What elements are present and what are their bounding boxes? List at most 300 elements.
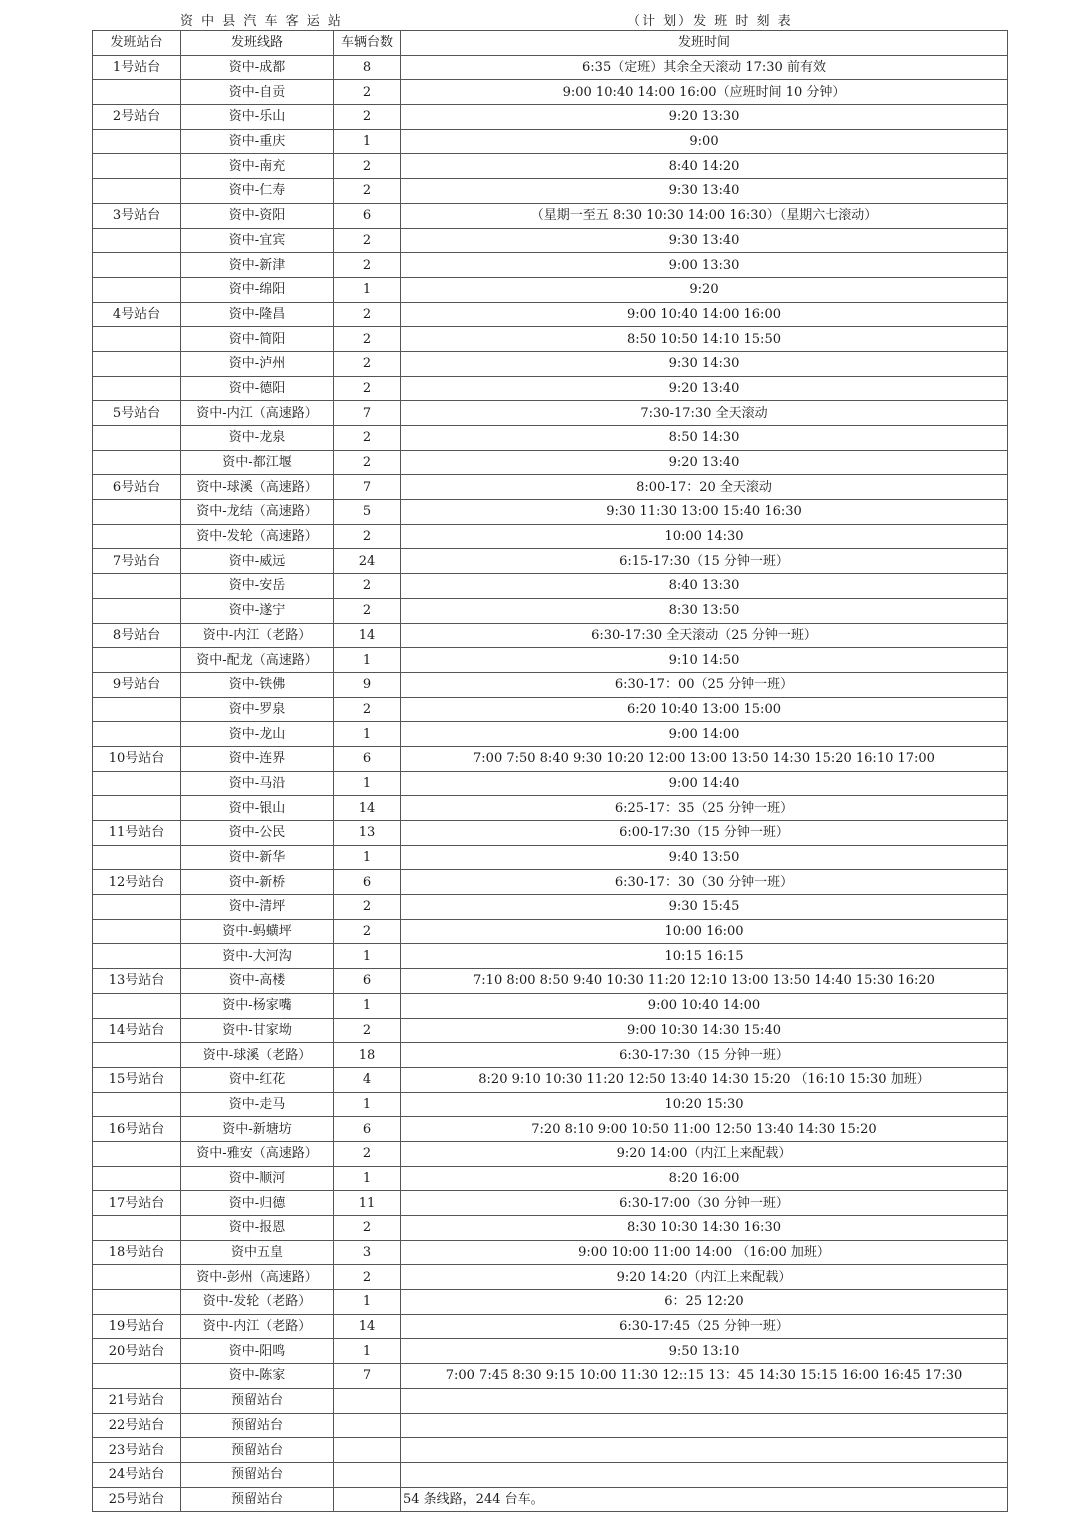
vehicle-count-cell: 6 bbox=[334, 746, 401, 771]
platform-cell: 25号站台 bbox=[93, 1487, 181, 1512]
table-row bbox=[93, 969, 1008, 994]
table-row bbox=[93, 1388, 1008, 1413]
departure-times-cell: 7:00 7:45 8:30 9:15 10:00 11:30 12::15 13：45 14:30 15:15 16:00 16:45 17:30 bbox=[401, 1364, 1008, 1389]
route-cell: 资中-清坪 bbox=[181, 895, 334, 920]
route-cell: 资中-阳鸣 bbox=[181, 1339, 334, 1364]
platform-cell bbox=[93, 919, 181, 944]
departure-times-cell bbox=[401, 1388, 1008, 1413]
departure-times-cell: 6:15-17:30（15 分钟一班） bbox=[401, 549, 1008, 574]
platform-cell bbox=[93, 1216, 181, 1241]
vehicle-count-cell: 2 bbox=[334, 80, 401, 105]
vehicle-count-cell: 1 bbox=[334, 1339, 401, 1364]
vehicle-count-cell: 2 bbox=[334, 450, 401, 475]
vehicle-count-cell: 1 bbox=[334, 1092, 401, 1117]
platform-cell: 5号站台 bbox=[93, 401, 181, 426]
departure-times-cell: 10:20 15:30 bbox=[401, 1092, 1008, 1117]
departure-times-cell: 10:15 16:15 bbox=[401, 944, 1008, 969]
departure-times-cell: 9:00 10:40 14:00 16:00 bbox=[401, 302, 1008, 327]
vehicle-count-cell: 2 bbox=[334, 895, 401, 920]
platform-cell: 24号站台 bbox=[93, 1462, 181, 1487]
departure-times-cell: 8:00-17：20 全天滚动 bbox=[401, 475, 1008, 500]
route-cell: 资中-遂宁 bbox=[181, 598, 334, 623]
table-row bbox=[93, 993, 1008, 1018]
departure-times-cell: 7:20 8:10 9:00 10:50 11:00 12:50 13:40 14:30 15:20 bbox=[401, 1117, 1008, 1142]
departure-times-cell: 6:30-17:30（15 分钟一班） bbox=[401, 1043, 1008, 1068]
departure-times-cell: 9:20 bbox=[401, 277, 1008, 302]
table-row bbox=[93, 524, 1008, 549]
departure-times-cell: 9:30 14:30 bbox=[401, 351, 1008, 376]
platform-cell bbox=[93, 500, 181, 525]
vehicle-count-cell: 2 bbox=[334, 1141, 401, 1166]
platform-cell: 2号站台 bbox=[93, 105, 181, 130]
route-cell: 资中-新华 bbox=[181, 845, 334, 870]
vehicle-count-cell: 4 bbox=[334, 1067, 401, 1092]
platform-cell bbox=[93, 1141, 181, 1166]
table-body bbox=[93, 55, 1008, 1512]
route-cell: 资中-连界 bbox=[181, 746, 334, 771]
column-header-vehicle-count: 车辆台数 bbox=[334, 31, 401, 56]
table-row bbox=[93, 1462, 1008, 1487]
departure-times-cell: 9:00 10:00 11:00 14:00 （16:00 加班） bbox=[401, 1240, 1008, 1265]
route-cell: 资中-龙山 bbox=[181, 722, 334, 747]
platform-cell bbox=[93, 895, 181, 920]
table-row bbox=[93, 1117, 1008, 1142]
route-cell: 资中-南充 bbox=[181, 154, 334, 179]
departure-times-cell: 7:30-17:30 全天滚动 bbox=[401, 401, 1008, 426]
departure-times-cell: 6:30-17：00（25 分钟一班） bbox=[401, 672, 1008, 697]
vehicle-count-cell: 1 bbox=[334, 722, 401, 747]
departure-times-cell: 9:30 15:45 bbox=[401, 895, 1008, 920]
departure-times-cell: 9:30 13:40 bbox=[401, 179, 1008, 204]
departure-times-cell: 9:30 13:40 bbox=[401, 228, 1008, 253]
table-row bbox=[93, 549, 1008, 574]
route-cell: 预留站台 bbox=[181, 1487, 334, 1512]
route-cell: 资中-德阳 bbox=[181, 376, 334, 401]
vehicle-count-cell: 2 bbox=[334, 351, 401, 376]
table-row bbox=[93, 1339, 1008, 1364]
vehicle-count-cell: 1 bbox=[334, 845, 401, 870]
table-row bbox=[93, 1216, 1008, 1241]
platform-cell: 19号站台 bbox=[93, 1314, 181, 1339]
platform-cell: 11号站台 bbox=[93, 821, 181, 846]
platform-cell: 22号站台 bbox=[93, 1413, 181, 1438]
table-row bbox=[93, 1413, 1008, 1438]
departure-times-cell: 9:40 13:50 bbox=[401, 845, 1008, 870]
table-row bbox=[93, 1018, 1008, 1043]
platform-cell bbox=[93, 154, 181, 179]
departure-times-cell: 9:00 10:40 14:00 bbox=[401, 993, 1008, 1018]
schedule-title: （计 划）发 班 时 刻 表 bbox=[627, 14, 793, 29]
route-cell: 预留站台 bbox=[181, 1438, 334, 1463]
platform-cell: 6号站台 bbox=[93, 475, 181, 500]
vehicle-count-cell: 1 bbox=[334, 648, 401, 673]
table-row bbox=[93, 1043, 1008, 1068]
table-row bbox=[93, 722, 1008, 747]
departure-times-cell: 9:00 13:30 bbox=[401, 253, 1008, 278]
platform-cell: 10号站台 bbox=[93, 746, 181, 771]
route-cell: 资中-马沿 bbox=[181, 771, 334, 796]
table-row bbox=[93, 895, 1008, 920]
platform-cell: 23号站台 bbox=[93, 1438, 181, 1463]
route-cell: 资中-配龙（高速路） bbox=[181, 648, 334, 673]
route-cell: 资中-顺河 bbox=[181, 1166, 334, 1191]
route-cell: 资中-铁佛 bbox=[181, 672, 334, 697]
platform-cell bbox=[93, 1043, 181, 1068]
departure-times-cell: 8:20 16:00 bbox=[401, 1166, 1008, 1191]
vehicle-count-cell: 18 bbox=[334, 1043, 401, 1068]
route-cell: 资中-银山 bbox=[181, 796, 334, 821]
table-row bbox=[93, 1265, 1008, 1290]
platform-cell bbox=[93, 1265, 181, 1290]
route-cell: 资中-报恩 bbox=[181, 1216, 334, 1241]
route-cell: 资中-球溪（老路） bbox=[181, 1043, 334, 1068]
departure-times-cell: 6:30-17:45（25 分钟一班） bbox=[401, 1314, 1008, 1339]
table-row bbox=[93, 1487, 1008, 1512]
platform-cell: 13号站台 bbox=[93, 969, 181, 994]
platform-cell bbox=[93, 376, 181, 401]
platform-cell bbox=[93, 179, 181, 204]
vehicle-count-cell: 1 bbox=[334, 993, 401, 1018]
route-cell: 资中-乐山 bbox=[181, 105, 334, 130]
route-cell: 资中-自贡 bbox=[181, 80, 334, 105]
departure-times-cell: 9:20 13:40 bbox=[401, 450, 1008, 475]
platform-cell bbox=[93, 450, 181, 475]
departure-times-cell: 8:50 14:30 bbox=[401, 426, 1008, 451]
departure-times-cell: 6：25 12:20 bbox=[401, 1290, 1008, 1315]
vehicle-count-cell: 11 bbox=[334, 1191, 401, 1216]
departure-times-cell: 54 条线路，244 台车。 bbox=[401, 1487, 1008, 1512]
departure-times-cell: 6:30-17:30 全天滚动（25 分钟一班） bbox=[401, 623, 1008, 648]
platform-cell bbox=[93, 1166, 181, 1191]
route-cell: 资中-走马 bbox=[181, 1092, 334, 1117]
route-cell: 预留站台 bbox=[181, 1388, 334, 1413]
table-row bbox=[93, 154, 1008, 179]
route-cell: 资中-泸州 bbox=[181, 351, 334, 376]
platform-cell: 7号站台 bbox=[93, 549, 181, 574]
departure-times-cell: （星期一至五 8:30 10:30 14:00 16:30）（星期六七滚动） bbox=[401, 203, 1008, 228]
platform-cell bbox=[93, 351, 181, 376]
table-row bbox=[93, 500, 1008, 525]
vehicle-count-cell: 6 bbox=[334, 203, 401, 228]
vehicle-count-cell: 3 bbox=[334, 1240, 401, 1265]
table-row bbox=[93, 203, 1008, 228]
vehicle-count-cell: 2 bbox=[334, 105, 401, 130]
vehicle-count-cell: 2 bbox=[334, 574, 401, 599]
route-cell: 资中-龙结（高速路） bbox=[181, 500, 334, 525]
vehicle-count-cell: 1 bbox=[334, 129, 401, 154]
schedule-table bbox=[92, 30, 1008, 1512]
table-row bbox=[93, 55, 1008, 80]
departure-times-cell: 8:40 13:30 bbox=[401, 574, 1008, 599]
table-row bbox=[93, 944, 1008, 969]
route-cell: 资中五皇 bbox=[181, 1240, 334, 1265]
departure-times-cell: 8:50 10:50 14:10 15:50 bbox=[401, 327, 1008, 352]
platform-cell bbox=[93, 129, 181, 154]
table-row bbox=[93, 574, 1008, 599]
route-cell: 资中-蚂蟥坪 bbox=[181, 919, 334, 944]
route-cell: 资中-甘家坳 bbox=[181, 1018, 334, 1043]
departure-times-cell: 10:00 14:30 bbox=[401, 524, 1008, 549]
vehicle-count-cell: 2 bbox=[334, 1018, 401, 1043]
vehicle-count-cell: 2 bbox=[334, 228, 401, 253]
platform-cell bbox=[93, 253, 181, 278]
table-row bbox=[93, 80, 1008, 105]
table-row bbox=[93, 1314, 1008, 1339]
departure-times-cell: 8:40 14:20 bbox=[401, 154, 1008, 179]
table-row bbox=[93, 351, 1008, 376]
vehicle-count-cell: 2 bbox=[334, 1265, 401, 1290]
route-cell: 资中-公民 bbox=[181, 821, 334, 846]
table-row bbox=[93, 1092, 1008, 1117]
route-cell: 资中-归德 bbox=[181, 1191, 334, 1216]
platform-cell: 12号站台 bbox=[93, 870, 181, 895]
departure-times-cell: 9:20 13:40 bbox=[401, 376, 1008, 401]
departure-times-cell: 6:20 10:40 13:00 15:00 bbox=[401, 697, 1008, 722]
table-row bbox=[93, 228, 1008, 253]
platform-cell: 21号站台 bbox=[93, 1388, 181, 1413]
departure-times-cell: 9:10 14:50 bbox=[401, 648, 1008, 673]
table-row bbox=[93, 648, 1008, 673]
vehicle-count-cell bbox=[334, 1413, 401, 1438]
table-row bbox=[93, 327, 1008, 352]
departure-times-cell: 8:20 9:10 10:30 11:20 12:50 13:40 14:30 15:20 （16:10 15:30 加班） bbox=[401, 1067, 1008, 1092]
vehicle-count-cell: 14 bbox=[334, 796, 401, 821]
route-cell: 资中-球溪（高速路） bbox=[181, 475, 334, 500]
departure-times-cell bbox=[401, 1413, 1008, 1438]
table-row bbox=[93, 1240, 1008, 1265]
table-row bbox=[93, 129, 1008, 154]
vehicle-count-cell: 7 bbox=[334, 475, 401, 500]
platform-cell: 4号站台 bbox=[93, 302, 181, 327]
route-cell: 资中-彭州（高速路） bbox=[181, 1265, 334, 1290]
route-cell: 资中-重庆 bbox=[181, 129, 334, 154]
platform-cell bbox=[93, 524, 181, 549]
platform-cell: 3号站台 bbox=[93, 203, 181, 228]
platform-cell: 20号站台 bbox=[93, 1339, 181, 1364]
platform-cell bbox=[93, 1092, 181, 1117]
platform-cell bbox=[93, 1290, 181, 1315]
departure-times-cell: 9:00 14:00 bbox=[401, 722, 1008, 747]
platform-cell bbox=[93, 697, 181, 722]
table-row bbox=[93, 697, 1008, 722]
departure-times-cell: 10:00 16:00 bbox=[401, 919, 1008, 944]
table-row bbox=[93, 376, 1008, 401]
departure-times-cell: 9:00 bbox=[401, 129, 1008, 154]
table-row bbox=[93, 426, 1008, 451]
route-cell: 资中-威远 bbox=[181, 549, 334, 574]
vehicle-count-cell bbox=[334, 1388, 401, 1413]
vehicle-count-cell: 2 bbox=[334, 327, 401, 352]
vehicle-count-cell: 6 bbox=[334, 1117, 401, 1142]
departure-times-cell bbox=[401, 1462, 1008, 1487]
vehicle-count-cell: 2 bbox=[334, 426, 401, 451]
route-cell: 资中-成都 bbox=[181, 55, 334, 80]
route-cell: 资中-资阳 bbox=[181, 203, 334, 228]
table-row bbox=[93, 302, 1008, 327]
departure-times-cell: 6:30-17：30（30 分钟一班） bbox=[401, 870, 1008, 895]
table-row bbox=[93, 1438, 1008, 1463]
platform-cell bbox=[93, 771, 181, 796]
platform-cell bbox=[93, 845, 181, 870]
route-cell: 资中-雅安（高速路） bbox=[181, 1141, 334, 1166]
column-header-departure-times: 发班时间 bbox=[401, 31, 1008, 56]
table-row bbox=[93, 796, 1008, 821]
vehicle-count-cell bbox=[334, 1438, 401, 1463]
table-row bbox=[93, 179, 1008, 204]
column-header-route: 发班线路 bbox=[181, 31, 334, 56]
vehicle-count-cell: 1 bbox=[334, 771, 401, 796]
table-row bbox=[93, 821, 1008, 846]
table-row bbox=[93, 1141, 1008, 1166]
route-cell: 资中-新塘坊 bbox=[181, 1117, 334, 1142]
platform-cell: 15号站台 bbox=[93, 1067, 181, 1092]
table-row bbox=[93, 771, 1008, 796]
vehicle-count-cell: 6 bbox=[334, 969, 401, 994]
table-row bbox=[93, 105, 1008, 130]
table-row bbox=[93, 1290, 1008, 1315]
departure-times-cell: 6:00-17:30（15 分钟一班） bbox=[401, 821, 1008, 846]
route-cell: 资中-高楼 bbox=[181, 969, 334, 994]
platform-cell bbox=[93, 993, 181, 1018]
table-row bbox=[93, 1067, 1008, 1092]
vehicle-count-cell: 6 bbox=[334, 870, 401, 895]
route-cell: 资中-新桥 bbox=[181, 870, 334, 895]
vehicle-count-cell: 1 bbox=[334, 1166, 401, 1191]
route-cell: 预留站台 bbox=[181, 1462, 334, 1487]
platform-cell bbox=[93, 574, 181, 599]
platform-cell: 18号站台 bbox=[93, 1240, 181, 1265]
vehicle-count-cell: 2 bbox=[334, 179, 401, 204]
platform-cell bbox=[93, 426, 181, 451]
departure-times-cell bbox=[401, 1438, 1008, 1463]
vehicle-count-cell: 7 bbox=[334, 1364, 401, 1389]
vehicle-count-cell: 24 bbox=[334, 549, 401, 574]
route-cell: 资中-罗泉 bbox=[181, 697, 334, 722]
route-cell: 资中-内江（高速路） bbox=[181, 401, 334, 426]
vehicle-count-cell: 2 bbox=[334, 376, 401, 401]
vehicle-count-cell: 7 bbox=[334, 401, 401, 426]
vehicle-count-cell: 2 bbox=[334, 1216, 401, 1241]
vehicle-count-cell: 14 bbox=[334, 623, 401, 648]
departure-times-cell: 9:20 13:30 bbox=[401, 105, 1008, 130]
vehicle-count-cell: 5 bbox=[334, 500, 401, 525]
departure-times-cell: 9:00 10:40 14:00 16:00（应班时间 10 分钟） bbox=[401, 80, 1008, 105]
vehicle-count-cell: 1 bbox=[334, 944, 401, 969]
platform-cell bbox=[93, 80, 181, 105]
vehicle-count-cell: 2 bbox=[334, 919, 401, 944]
departure-times-cell: 9:20 14:00（内江上来配载） bbox=[401, 1141, 1008, 1166]
platform-cell bbox=[93, 796, 181, 821]
table-row bbox=[93, 1166, 1008, 1191]
page-header bbox=[0, 6, 1071, 28]
route-cell: 预留站台 bbox=[181, 1413, 334, 1438]
route-cell: 资中-新津 bbox=[181, 253, 334, 278]
table-row bbox=[93, 919, 1008, 944]
departure-times-cell: 9:00 10:30 14:30 15:40 bbox=[401, 1018, 1008, 1043]
vehicle-count-cell: 2 bbox=[334, 697, 401, 722]
table-row bbox=[93, 746, 1008, 771]
vehicle-count-cell: 8 bbox=[334, 55, 401, 80]
departure-times-cell: 6:25-17：35（25 分钟一班） bbox=[401, 796, 1008, 821]
departure-times-cell: 9:20 14:20（内江上来配载） bbox=[401, 1265, 1008, 1290]
platform-cell bbox=[93, 1364, 181, 1389]
vehicle-count-cell bbox=[334, 1462, 401, 1487]
route-cell: 资中-简阳 bbox=[181, 327, 334, 352]
route-cell: 资中-大河沟 bbox=[181, 944, 334, 969]
vehicle-count-cell: 2 bbox=[334, 302, 401, 327]
table-row bbox=[93, 623, 1008, 648]
table-header-row bbox=[93, 31, 1008, 56]
vehicle-count-cell: 2 bbox=[334, 524, 401, 549]
platform-cell bbox=[93, 277, 181, 302]
departure-times-cell: 7:00 7:50 8:40 9:30 10:20 12:00 13:00 13:50 14:30 15:20 16:10 17:00 bbox=[401, 746, 1008, 771]
route-cell: 资中-安岳 bbox=[181, 574, 334, 599]
vehicle-count-cell: 2 bbox=[334, 154, 401, 179]
platform-cell bbox=[93, 598, 181, 623]
departure-times-cell: 7:10 8:00 8:50 9:40 10:30 11:20 12:10 13:00 13:50 14:40 15:30 16:20 bbox=[401, 969, 1008, 994]
route-cell: 资中-发轮（老路） bbox=[181, 1290, 334, 1315]
vehicle-count-cell: 9 bbox=[334, 672, 401, 697]
departure-times-cell: 9:50 13:10 bbox=[401, 1339, 1008, 1364]
table-row bbox=[93, 672, 1008, 697]
platform-cell: 16号站台 bbox=[93, 1117, 181, 1142]
station-title: 资 中 县 汽 车 客 运 站 bbox=[180, 14, 343, 29]
table-row bbox=[93, 475, 1008, 500]
route-cell: 资中-宜宾 bbox=[181, 228, 334, 253]
vehicle-count-cell: 14 bbox=[334, 1314, 401, 1339]
table-row bbox=[93, 870, 1008, 895]
table-row bbox=[93, 450, 1008, 475]
platform-cell bbox=[93, 722, 181, 747]
platform-cell: 8号站台 bbox=[93, 623, 181, 648]
departure-times-cell: 9:00 14:40 bbox=[401, 771, 1008, 796]
departure-times-cell: 8:30 10:30 14:30 16:30 bbox=[401, 1216, 1008, 1241]
platform-cell: 14号站台 bbox=[93, 1018, 181, 1043]
route-cell: 资中-仁寿 bbox=[181, 179, 334, 204]
route-cell: 资中-发轮（高速路） bbox=[181, 524, 334, 549]
vehicle-count-cell bbox=[334, 1487, 401, 1512]
departure-times-cell: 6:35（定班）其余全天滚动 17:30 前有效 bbox=[401, 55, 1008, 80]
platform-cell: 9号站台 bbox=[93, 672, 181, 697]
vehicle-count-cell: 13 bbox=[334, 821, 401, 846]
column-header-platform: 发班站台 bbox=[93, 31, 181, 56]
route-cell: 资中-内江（老路） bbox=[181, 1314, 334, 1339]
table-row bbox=[93, 253, 1008, 278]
route-cell: 资中-杨家嘴 bbox=[181, 993, 334, 1018]
vehicle-count-cell: 2 bbox=[334, 253, 401, 278]
route-cell: 资中-绵阳 bbox=[181, 277, 334, 302]
table-row bbox=[93, 1191, 1008, 1216]
route-cell: 资中-陈家 bbox=[181, 1364, 334, 1389]
table-row bbox=[93, 1364, 1008, 1389]
vehicle-count-cell: 2 bbox=[334, 598, 401, 623]
departure-times-cell: 8:30 13:50 bbox=[401, 598, 1008, 623]
platform-cell bbox=[93, 327, 181, 352]
platform-cell bbox=[93, 944, 181, 969]
route-cell: 资中-龙泉 bbox=[181, 426, 334, 451]
table-row bbox=[93, 845, 1008, 870]
vehicle-count-cell: 1 bbox=[334, 277, 401, 302]
route-cell: 资中-内江（老路） bbox=[181, 623, 334, 648]
route-cell: 资中-红花 bbox=[181, 1067, 334, 1092]
platform-cell bbox=[93, 228, 181, 253]
table-row bbox=[93, 277, 1008, 302]
route-cell: 资中-都江堰 bbox=[181, 450, 334, 475]
platform-cell bbox=[93, 648, 181, 673]
departure-times-cell: 9:30 11:30 13:00 15:40 16:30 bbox=[401, 500, 1008, 525]
table-row bbox=[93, 401, 1008, 426]
route-cell: 资中-隆昌 bbox=[181, 302, 334, 327]
